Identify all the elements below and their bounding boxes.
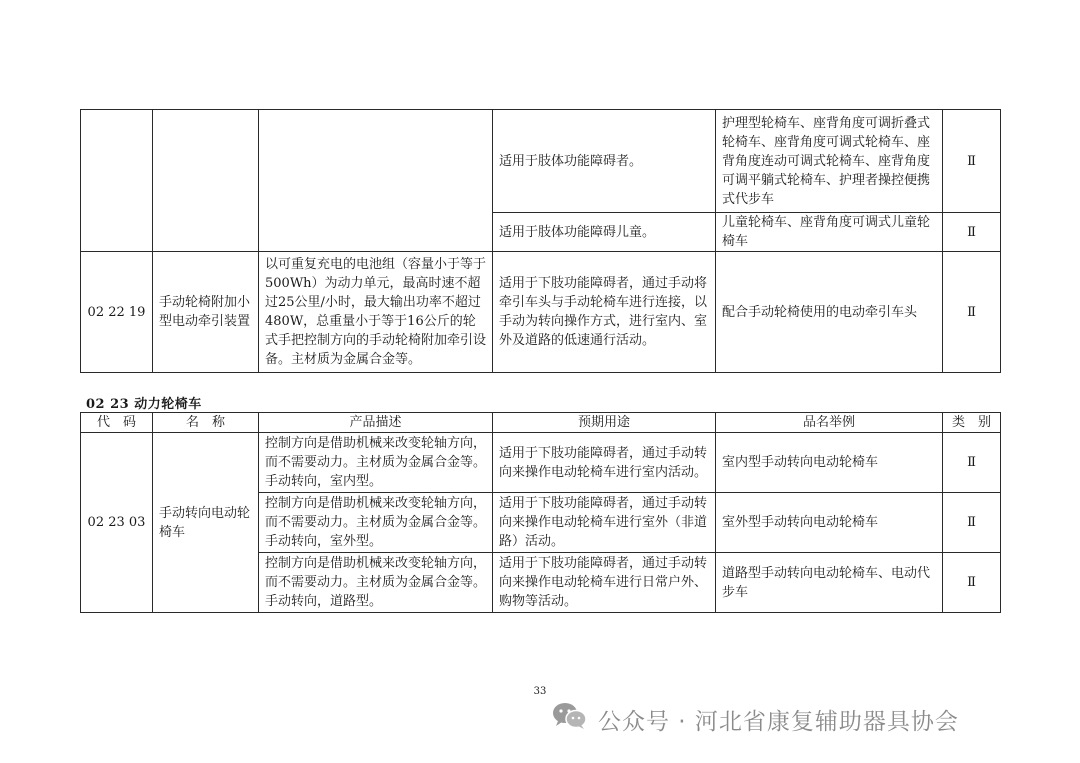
watermark-footer: [552, 701, 959, 737]
table-header-row: [81, 413, 1001, 433]
category-cell: Ⅱ: [943, 252, 1001, 373]
intended-use-cell: 适用于肢体功能障碍儿童。: [493, 213, 716, 252]
intended-use-cell: 适用于肢体功能障碍者。: [493, 110, 716, 213]
table-row: [81, 252, 1001, 373]
category-cell: Ⅱ: [943, 213, 1001, 252]
category-cell: Ⅱ: [943, 553, 1001, 613]
device-table-continued: [80, 109, 1001, 373]
category-cell: Ⅱ: [943, 493, 1001, 553]
name-cell: [153, 110, 259, 252]
header-name: 名 称: [153, 413, 259, 433]
code-cell: 02 22 19: [81, 252, 153, 373]
examples-cell: 道路型手动转向电动轮椅车、电动代步车: [716, 553, 943, 613]
category-cell: Ⅱ: [943, 433, 1001, 493]
examples-cell: 室内型手动转向电动轮椅车: [716, 433, 943, 493]
description-cell: 控制方向是借助机械来改变轮轴方向，而不需要动力。主材质为金属合金等。手动转向，室外型。: [259, 493, 493, 553]
intended-use-cell: 适用于下肢功能障碍者，通过手动将牵引车头与手动轮椅车进行连接，以手动为转向操作方式，进行室内、室外及道路的低速通行活动。: [493, 252, 716, 373]
wechat-icon: [552, 701, 598, 737]
header-category: 类 别: [943, 413, 1001, 433]
section-title: 02 23 动力轮椅车: [86, 397, 202, 412]
header-examples: 品名举例: [716, 413, 943, 433]
device-table: [80, 412, 1001, 613]
intended-use-cell: 适用于下肢功能障碍者，通过手动转向来操作电动轮椅车进行室内活动。: [493, 433, 716, 493]
description-cell: [259, 110, 493, 252]
intended-use-cell: 适用于下肢功能障碍者，通过手动转向来操作电动轮椅车进行日常户外、购物等活动。: [493, 553, 716, 613]
intended-use-cell: 适用于下肢功能障碍者，通过手动转向来操作电动轮椅车进行室外（非道路）活动。: [493, 493, 716, 553]
header-code: 代 码: [81, 413, 153, 433]
table-row: [81, 110, 1001, 213]
examples-cell: 儿童轮椅车、座背角度可调式儿童轮椅车: [716, 213, 943, 252]
page-number: 33: [533, 686, 547, 697]
header-description: 产品描述: [259, 413, 493, 433]
table-row: [81, 433, 1001, 493]
code-cell: [81, 110, 153, 252]
header-intended-use: 预期用途: [493, 413, 716, 433]
name-cell: 手动轮椅附加小型电动牵引装置: [153, 252, 259, 373]
examples-cell: 护理型轮椅车、座背角度可调折叠式轮椅车、座背角度可调式轮椅车、座背角度连动可调式轮椅车、座背角度可调平躺式轮椅车、护理者操控便携式代步车: [716, 110, 943, 213]
footer-text: 公众号 · 河北省康复辅助器具协会: [598, 708, 959, 735]
description-cell: 控制方向是借助机械来改变轮轴方向，而不需要动力。主材质为金属合金等。手动转向，室内型。: [259, 433, 493, 493]
examples-cell: 室外型手动转向电动轮椅车: [716, 493, 943, 553]
examples-cell: 配合手动轮椅使用的电动牵引车头: [716, 252, 943, 373]
description-cell: 控制方向是借助机械来改变轮轴方向，而不需要动力。主材质为金属合金等。手动转向，道路型。: [259, 553, 493, 613]
code-cell: 02 23 03: [81, 433, 153, 613]
name-cell: 手动转向电动轮椅车: [153, 433, 259, 613]
description-cell: 以可重复充电的电池组（容量小于等于500Wh）为动力单元，最高时速不超过25公里/小时，最大输出功率不超过480W，总重量小于等于16公斤的轮式手把控制方向的手动轮椅附加牵引设备。主材质为金属合金等。: [259, 252, 493, 373]
category-cell: Ⅱ: [943, 110, 1001, 213]
